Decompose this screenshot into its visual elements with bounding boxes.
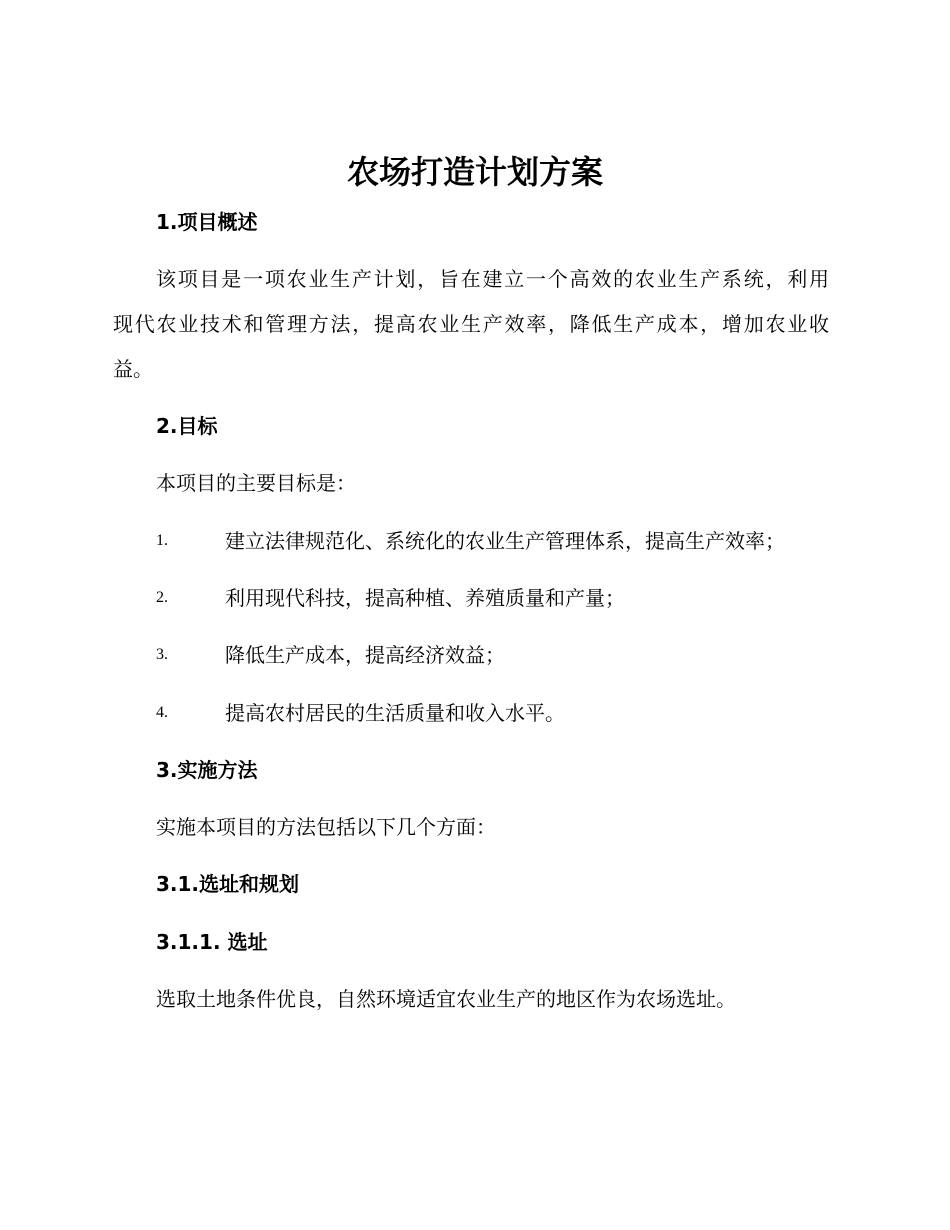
list-item-1-text: 建立法律规范化、系统化的农业生产管理体系，提高生产效率； bbox=[225, 529, 785, 553]
list-item-4-text: 提高农村居民的生活质量和收入水平。 bbox=[225, 701, 565, 725]
subsection-3-1-heading: 3.1.选址和规划 bbox=[156, 872, 300, 896]
list-item-1-number: 1. bbox=[156, 532, 168, 549]
section-1-paragraph-line-2: 现代农业技术和管理方法，提高农业生产效率，降低生产成本，增加农业收 bbox=[113, 312, 829, 336]
document-title: 农场打造计划方案 bbox=[346, 153, 603, 191]
list-item-3-number: 3. bbox=[156, 646, 168, 663]
section-3-heading: 3.实施方法 bbox=[156, 758, 258, 782]
section-2-intro: 本项目的主要目标是： bbox=[156, 471, 356, 495]
section-3-intro: 实施本项目的方法包括以下几个方面： bbox=[156, 815, 496, 839]
subsection-3-1-1-text: 选取土地条件优良，自然环境适宜农业生产的地区作为农场选址。 bbox=[156, 987, 736, 1011]
list-item-2-number: 2. bbox=[156, 589, 168, 606]
list-item-2-text: 利用现代科技，提高种植、养殖质量和产量； bbox=[225, 586, 625, 610]
section-2-heading: 2.目标 bbox=[156, 414, 218, 438]
subsection-3-1-1-heading: 3.1.1. 选址 bbox=[156, 930, 268, 954]
section-1-paragraph-line-1: 该项目是一项农业生产计划，旨在建立一个高效的农业生产系统，利用 bbox=[156, 267, 829, 291]
list-item-3-text: 降低生产成本，提高经济效益； bbox=[225, 643, 505, 667]
list-item-4-number: 4. bbox=[156, 704, 168, 721]
section-1-paragraph-line-3: 益。 bbox=[113, 357, 153, 381]
section-1-heading: 1.项目概述 bbox=[156, 210, 258, 234]
